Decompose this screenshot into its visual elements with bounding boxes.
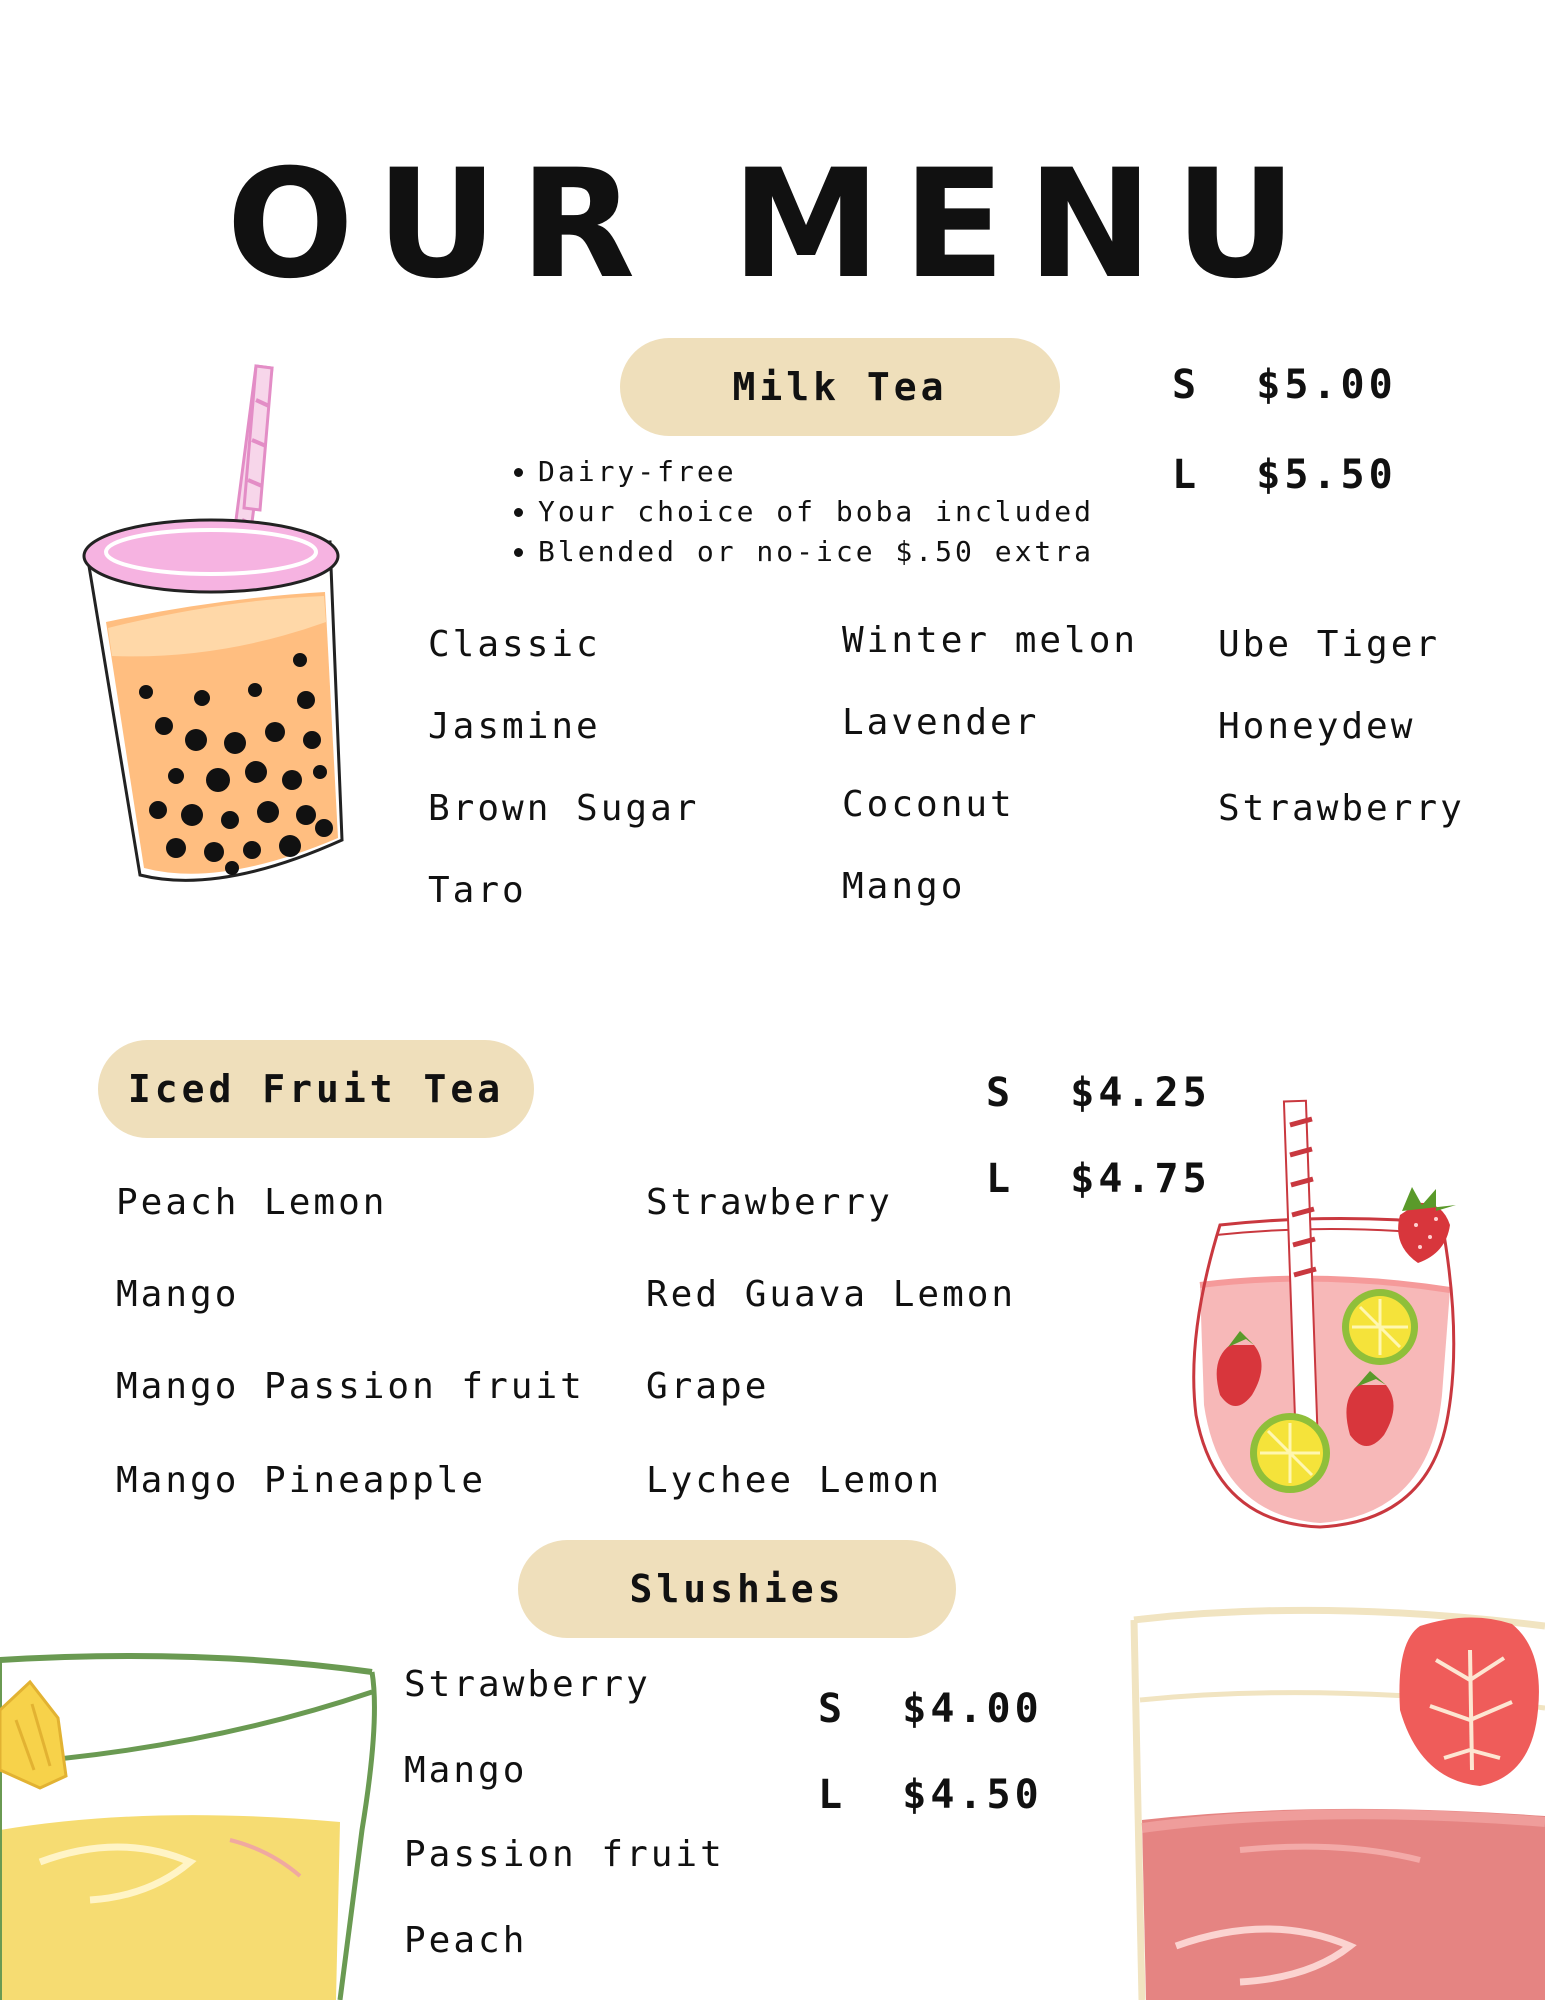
note-item: • Your choice of boba included — [538, 492, 1094, 532]
fruit-tea-glass-icon — [1180, 1095, 1480, 1535]
slushies-header: Slushies — [518, 1540, 956, 1638]
price-value: $4.75 — [1070, 1156, 1211, 1202]
price-value: $4.00 — [902, 1686, 1043, 1732]
menu-item: Strawberry — [646, 1182, 893, 1223]
menu-item: Classic — [428, 624, 601, 665]
size-label: L — [1172, 452, 1201, 498]
menu-item: Ube Tiger — [1218, 624, 1441, 665]
price-value: $5.50 — [1256, 452, 1397, 498]
size-label: S — [1172, 362, 1201, 408]
menu-item: Mango — [116, 1274, 240, 1315]
menu-item: Mango — [404, 1750, 528, 1791]
menu-item: Strawberry — [404, 1664, 651, 1705]
menu-item: Lavender — [842, 702, 1040, 743]
menu-item: Coconut — [842, 784, 1015, 825]
price-value: $4.25 — [1070, 1070, 1211, 1116]
iced-fruit-tea-header: Iced Fruit Tea — [98, 1040, 534, 1138]
menu-item: Brown Sugar — [428, 788, 700, 829]
price-value: $4.50 — [902, 1772, 1043, 1818]
strawberry-slushie-glass-icon — [1120, 1590, 1545, 2000]
size-label: S — [986, 1070, 1015, 1116]
milk-tea-header: Milk Tea — [620, 338, 1060, 436]
boba-cup-icon — [80, 360, 360, 900]
menu-item: Peach — [404, 1920, 528, 1961]
note-item: • Blended or no-ice $.50 extra — [538, 532, 1094, 572]
menu-item: Lychee Lemon — [646, 1460, 943, 1501]
menu-item: Mango Passion fruit — [116, 1366, 585, 1407]
menu-item: Red Guava Lemon — [646, 1274, 1017, 1315]
note-item: • Dairy-free — [538, 452, 1094, 492]
page-title: OUR MENU — [226, 138, 1319, 312]
menu-item: Mango — [842, 866, 966, 907]
mango-slushie-glass-icon — [0, 1600, 385, 2000]
slushie-price-large — [818, 1772, 1043, 1818]
size-label: L — [986, 1156, 1015, 1202]
menu-item: Peach Lemon — [116, 1182, 388, 1223]
milk-tea-price-small — [1172, 362, 1397, 408]
menu-item: Honeydew — [1218, 706, 1416, 747]
price-value: $5.00 — [1256, 362, 1397, 408]
menu-item: Strawberry — [1218, 788, 1465, 829]
fruit-tea-price-small — [986, 1070, 1211, 1116]
menu-item: Grape — [646, 1366, 770, 1407]
fruit-tea-price-large — [986, 1156, 1211, 1202]
milk-tea-price-large — [1172, 452, 1397, 498]
milk-tea-notes — [500, 452, 1094, 572]
menu-item: Taro — [428, 870, 527, 911]
menu-item: Winter melon — [842, 620, 1139, 661]
slushie-price-small — [818, 1686, 1043, 1732]
size-label: L — [818, 1772, 847, 1818]
menu-item: Mango Pineapple — [116, 1460, 487, 1501]
menu-item: Passion fruit — [404, 1834, 725, 1875]
menu-item: Jasmine — [428, 706, 601, 747]
size-label: S — [818, 1686, 847, 1732]
